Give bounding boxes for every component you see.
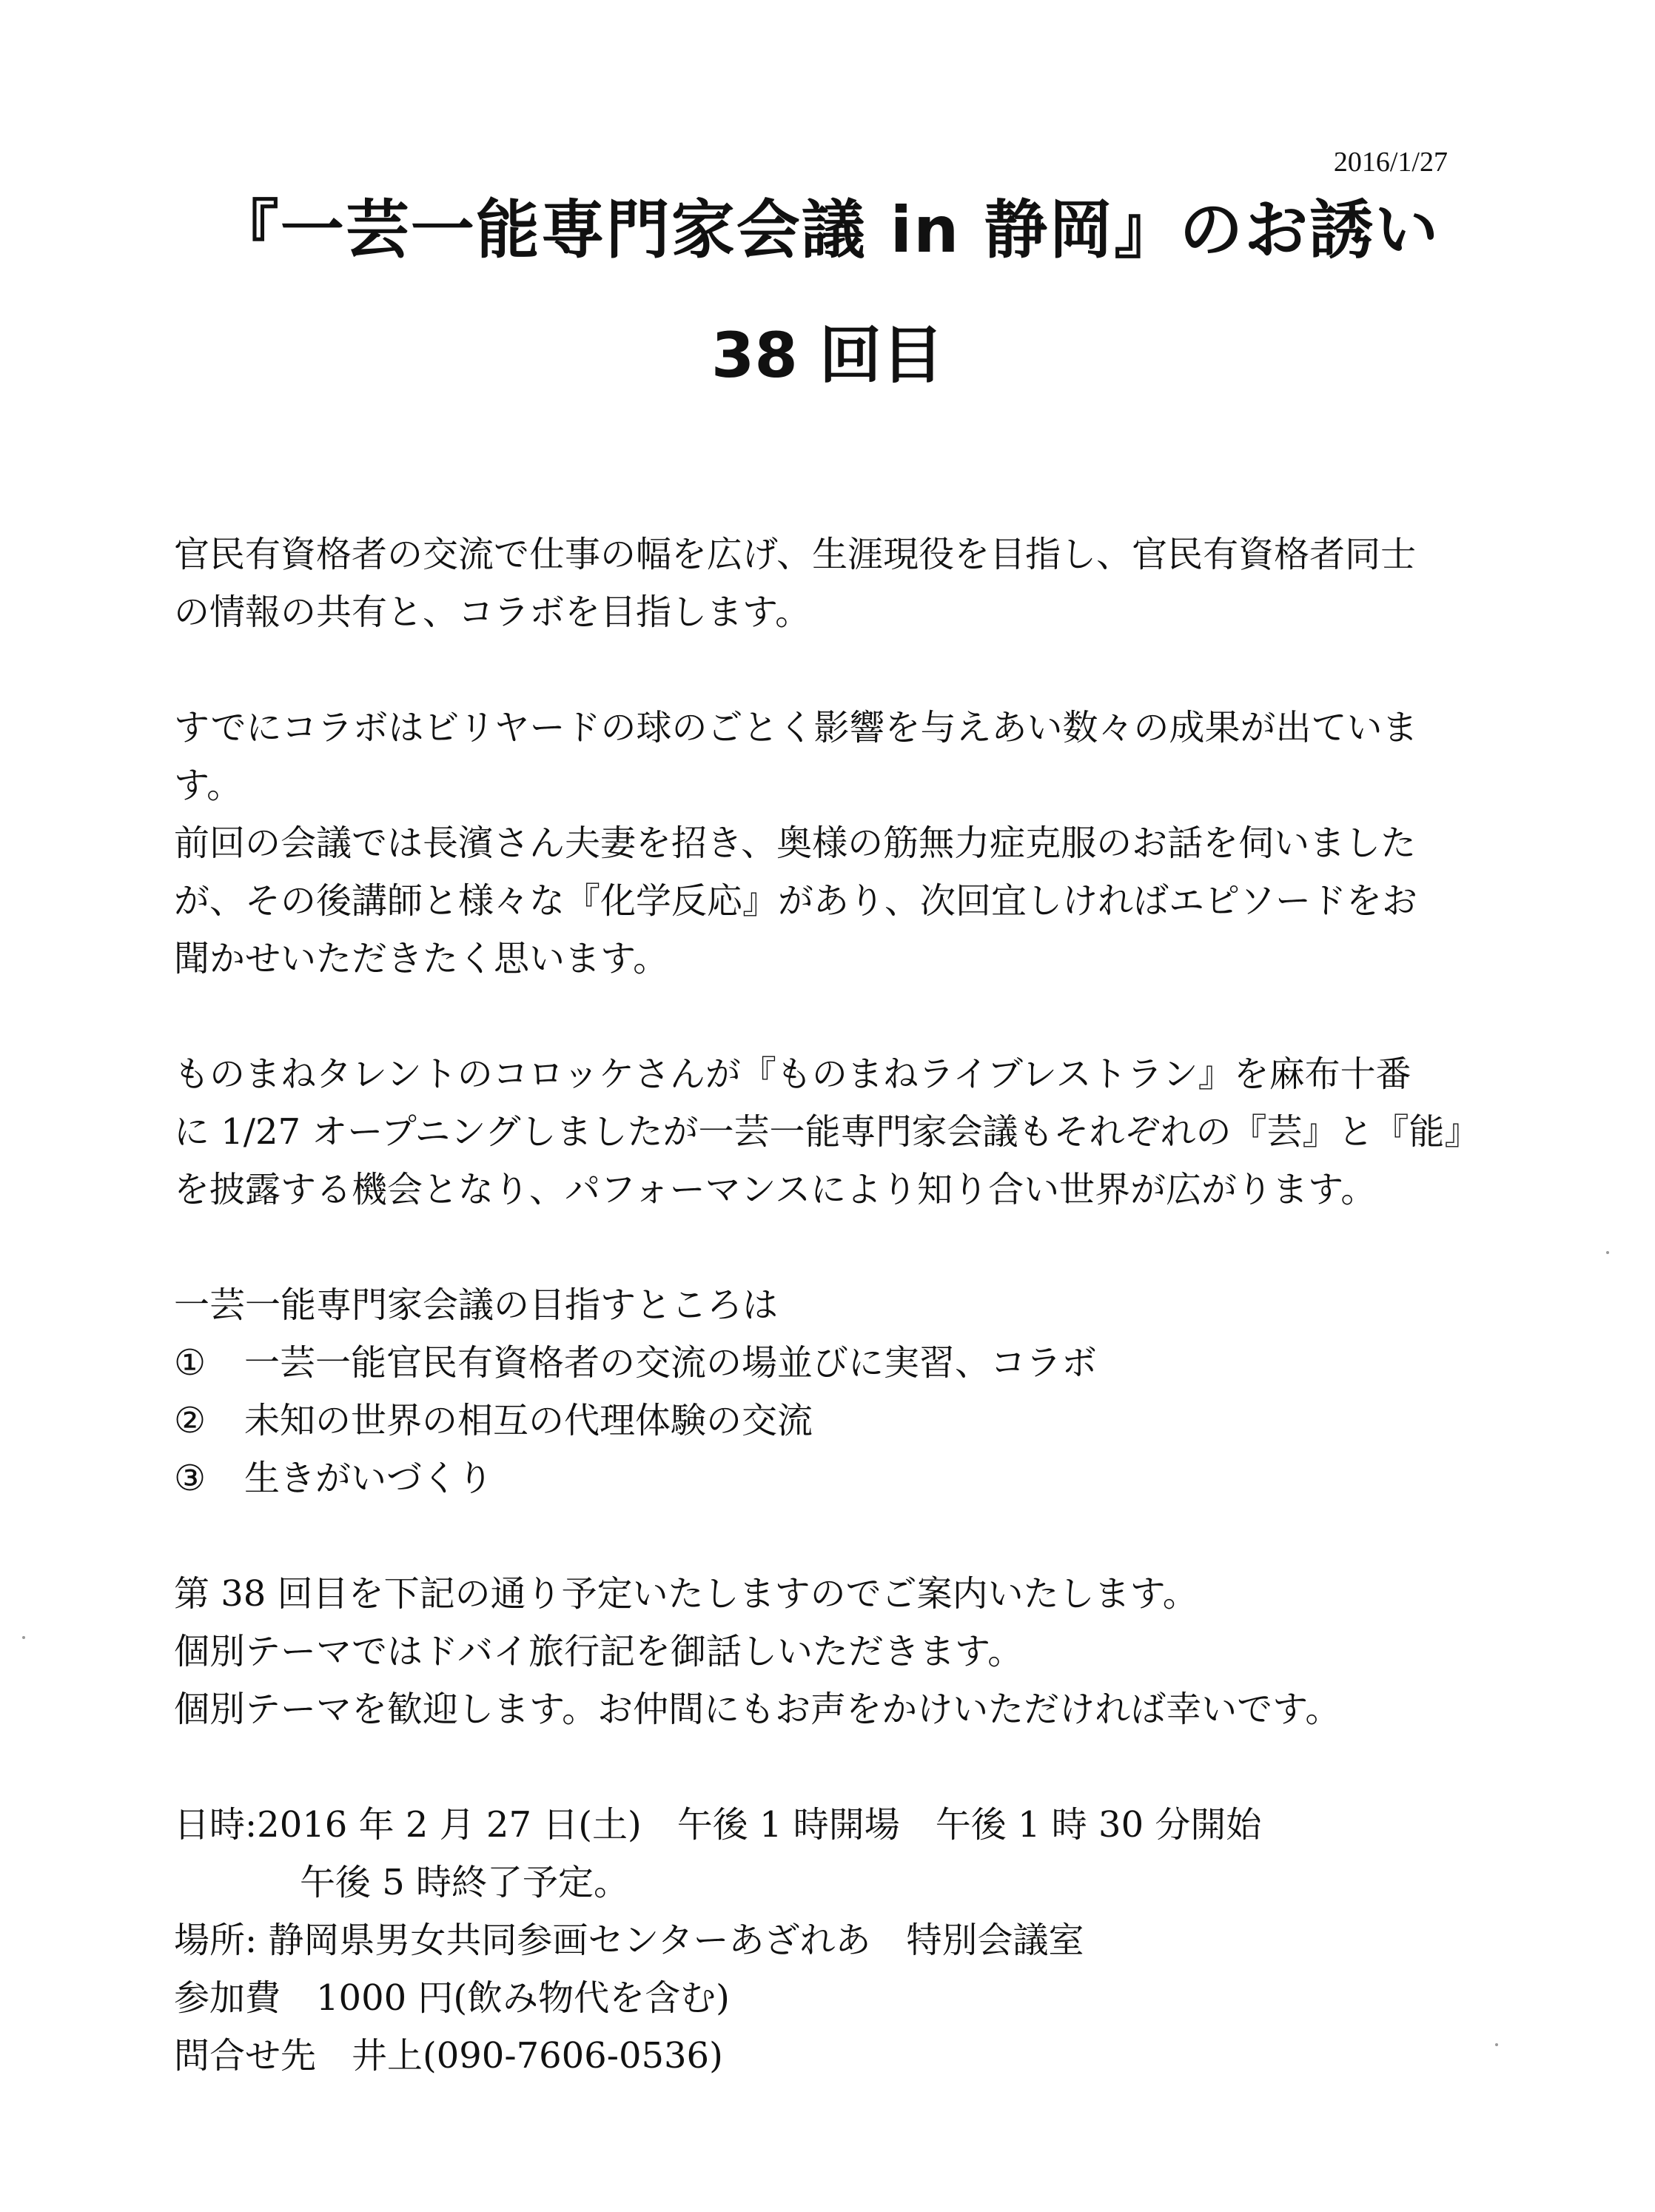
goal-item — [174, 1334, 1499, 1392]
goal-text: 一芸一能官民有資格者の交流の場並びに実習、コラボ — [244, 1342, 1098, 1384]
paragraph-line: す。 — [174, 765, 243, 806]
paragraph-line: を披露する機会となり、パフォーマンスにより知り合い世界が広がります。 — [174, 1169, 1377, 1210]
paragraph-line: が、その後講師と様々な『化学反応』があり、次回宜しければエピソードをお — [174, 880, 1418, 922]
event-details — [174, 1796, 1499, 2085]
paragraph-collaboration — [174, 699, 1499, 988]
paragraph-performance — [174, 1045, 1499, 1219]
paragraph-line: 官民有資格者の交流で仕事の幅を広げ、生涯現役を目指し、官民有資格者同士 — [174, 534, 1417, 575]
goals-heading: 一芸一能専門家会議の目指すところは — [174, 1284, 779, 1326]
announcement-section — [174, 1565, 1499, 1738]
page-subtitle: 38 回目 — [711, 319, 944, 392]
paragraph-line: ものまねタレントのコロッケさんが『ものまねライブレストラン』を麻布十番 — [174, 1053, 1411, 1095]
page-title: 『一芸一能専門家会議 in 静岡』のお誘い — [215, 193, 1440, 267]
scan-speck — [1606, 1251, 1609, 1254]
document-date: 2016/1/27 — [1333, 147, 1448, 178]
goal-marker: ① — [174, 1342, 207, 1384]
goal-text: 生きがいづくり — [244, 1458, 494, 1499]
event-venue: 場所: 静岡県男女共同参画センターあざれあ 特別会議室 — [174, 1920, 1084, 1961]
goal-marker: ② — [174, 1400, 207, 1441]
paragraph-line: すでにコラボはビリヤードの球のごとく影響を与えあい数々の成果が出ていま — [174, 707, 1418, 748]
event-datetime: 日時:2016 年 2 月 27 日(土) 午後 1 時開場 午後 1 時 30 分開始 — [174, 1804, 1262, 1846]
announcement-line: 個別テーマではドバイ旅行記を御話しいただきます。 — [174, 1631, 1024, 1672]
paragraph-line: 聞かせいただきたく思います。 — [174, 938, 669, 979]
goal-item — [174, 1392, 1499, 1449]
event-end-time: 午後 5 時終了予定。 — [300, 1862, 630, 1903]
paragraph-line: の情報の共有と、コラボを目指します。 — [174, 591, 811, 633]
scan-speck — [1495, 2043, 1498, 2046]
goal-item — [174, 1449, 1499, 1507]
event-contact: 問合せ先 井上(090-7606-0536) — [174, 2035, 723, 2077]
scan-speck — [22, 1636, 25, 1639]
announcement-line: 第 38 回目を下記の通り予定いたしますのでご案内いたします。 — [174, 1573, 1198, 1615]
event-fee: 参加費 1000 円(飲み物代を含む) — [174, 1977, 730, 2019]
paragraph-line: 前回の会議では長濱さん夫妻を招き、奥様の筋無力症克服のお話を伺いました — [174, 822, 1417, 864]
paragraph-line: に 1/27 オープニングしましたが一芸一能専門家会議もそれぞれの『芸』と『能』 — [174, 1111, 1480, 1153]
document-body — [174, 526, 1499, 2085]
goal-marker: ③ — [174, 1458, 207, 1499]
goals-section — [174, 1276, 1499, 1507]
paragraph-intro — [174, 526, 1499, 641]
announcement-line: 個別テーマを歓迎します。お仲間にもお声をかけいただければ幸いです。 — [174, 1689, 1341, 1730]
goal-text: 未知の世界の相互の代理体験の交流 — [244, 1400, 813, 1441]
